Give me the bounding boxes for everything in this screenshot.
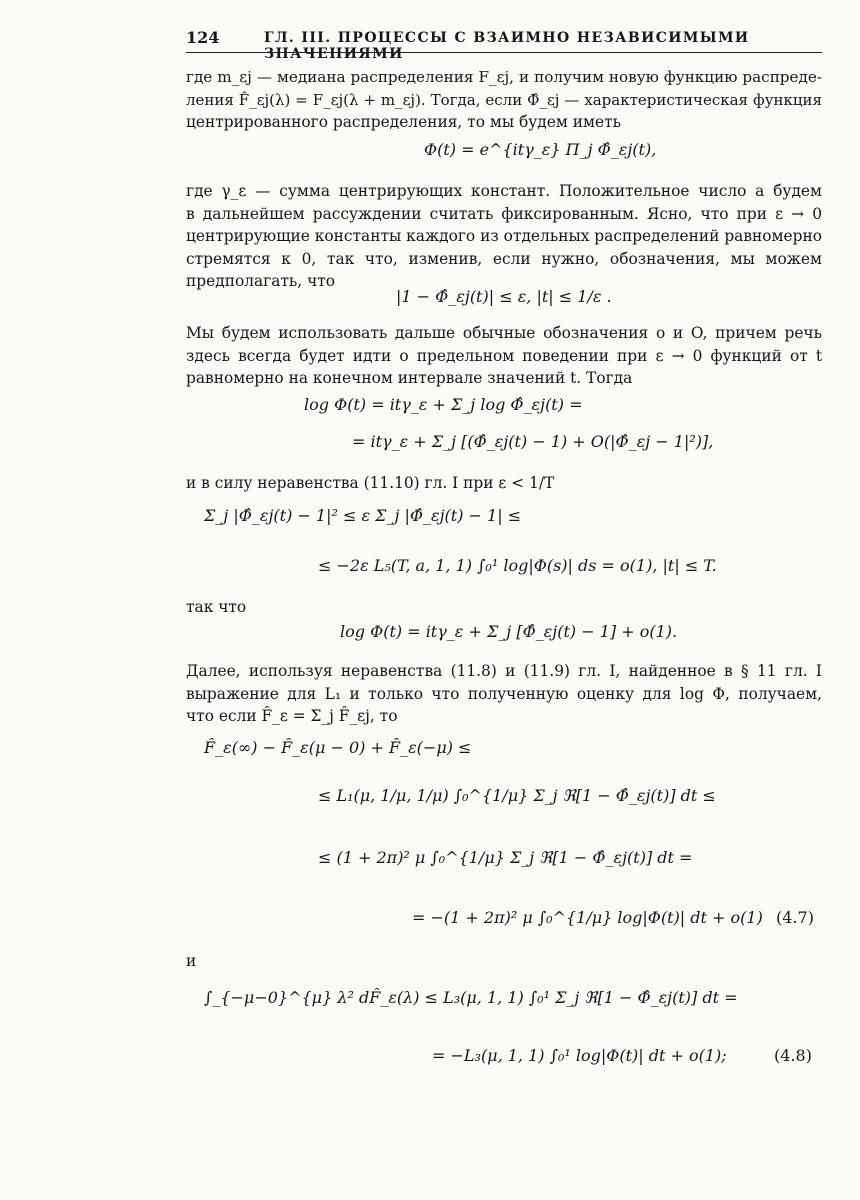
equation-second-moment-2: = −L₃(μ, 1, 1) ∫₀¹ log|Φ(t)| dt + o(1); [432, 1046, 727, 1065]
header-rule [186, 52, 822, 53]
para5-line1: так что [186, 598, 247, 616]
equation-tail-3: ≤ (1 + 2π)² μ ∫₀^{1/μ} Σ_j ℜ[1 − Φ̂_εj(t)] dt = [318, 848, 693, 867]
paragraph-4 [186, 472, 822, 495]
equation-log-phi-2: = itγ_ε + Σ_j [(Φ̂_εj(t) − 1) + O(|Φ̂_εj − 1|²)], [352, 432, 714, 451]
equation-sum-bound-1: Σ_j |Φ̂_εj(t) − 1|² ≤ ε Σ_j |Φ̂_εj(t) − 1| ≤ [204, 506, 522, 525]
equation-number-4-7: (4.7) [776, 908, 814, 927]
running-title: ГЛ. III. ПРОЦЕССЫ С ВЗАИМНО НЕЗАВИСИМЫМИ ЗНАЧЕНИЯМИ [264, 30, 750, 62]
paragraph-1 [186, 66, 822, 134]
page-number: 124 [186, 28, 220, 47]
equation-number-4-8: (4.8) [774, 1046, 812, 1065]
running-header [186, 26, 822, 62]
equation-centering-bound: |1 − Φ̂_εj(t)| ≤ ε, |t| ≤ 1/ε . [396, 287, 612, 306]
para2-line4: стремятся к 0, так что, изменив, если нужно, обозначения, мы можем [186, 249, 822, 268]
equation-tail-1: F̂_ε(∞) − F̂_ε(μ − 0) + F̂_ε(−μ) ≤ [204, 738, 472, 757]
paragraph-2 [186, 180, 822, 293]
para1-line2: ления F̂_εj(λ) = F_εj(λ + m_εj). Тогда, если Φ̂_εj — характеристическая функция [186, 90, 822, 109]
equation-sum-bound-2: ≤ −2ε L₅(T, a, 1, 1) ∫₀¹ log|Φ(s)| ds = o(1), |t| ≤ T. [318, 556, 717, 575]
equation-tail-4: = −(1 + 2π)² μ ∫₀^{1/μ} log|Φ(t)| dt + o(1) [412, 908, 763, 927]
paragraph-6 [186, 660, 822, 728]
equation-second-moment-1: ∫_{−μ−0}^{μ} λ² dF̂_ε(λ) ≤ L₃(μ, 1, 1) ∫₀¹ Σ_j ℜ[1 − Φ̂_εj(t)] dt = [204, 988, 738, 1007]
para2-line5: предполагать, что [186, 272, 336, 291]
para4-line1: и в силу неравенства (11.10) гл. I при ε < 1/T [186, 474, 555, 492]
equation-log-phi-result: log Φ(t) = itγ_ε + Σ_j [Φ̂_εj(t) − 1] + o(1). [340, 622, 678, 641]
para1-line1: где m_εj — медиана распределения F_εj, и получим новую функцию распреде- [186, 68, 822, 86]
para3-line3: равномерно на конечном интервале значений t. Тогда [186, 369, 633, 388]
para2-line3: центрирующие константы каждого из отдельных распределений равномерно [186, 227, 822, 246]
para2-line1: где γ_ε — сумма центрирующих констант. Положительное число a будем [186, 182, 822, 200]
equation-phi-product: Φ(t) = e^{itγ_ε} Π_j Φ̂_εj(t), [424, 140, 657, 159]
paragraph-7 [186, 950, 822, 973]
para3-line2: здесь всегда будет идти о предельном поведении при ε → 0 функций от t [186, 346, 822, 365]
equation-tail-2: ≤ L₁(μ, 1/μ, 1/μ) ∫₀^{1/μ} Σ_j ℜ[1 − Φ̂_εj(t)] dt ≤ [318, 786, 716, 805]
para6-line2: выражение для L₁ и только что полученную оценку для log Φ, получаем, [186, 684, 822, 703]
para6-line1: Далее, используя неравенства (11.8) и (11.9) гл. I, найденное в § 11 гл. I [186, 662, 822, 680]
para7-line1: и [186, 952, 197, 970]
paragraph-5 [186, 596, 822, 619]
para6-line3: что если F̂_ε = Σ_j F̂_εj, то [186, 707, 398, 726]
para1-line3: центрированного распределения, то мы будем иметь [186, 113, 621, 132]
equation-log-phi-1: log Φ(t) = itγ_ε + Σ_j log Φ̂_εj(t) = [304, 395, 583, 414]
paragraph-3 [186, 322, 822, 390]
para3-line1: Мы будем использовать дальше обычные обозначения o и O, причем речь [186, 324, 822, 342]
para2-line2: в дальнейшем рассуждении считать фиксированным. Ясно, что при ε → 0 [186, 204, 822, 223]
